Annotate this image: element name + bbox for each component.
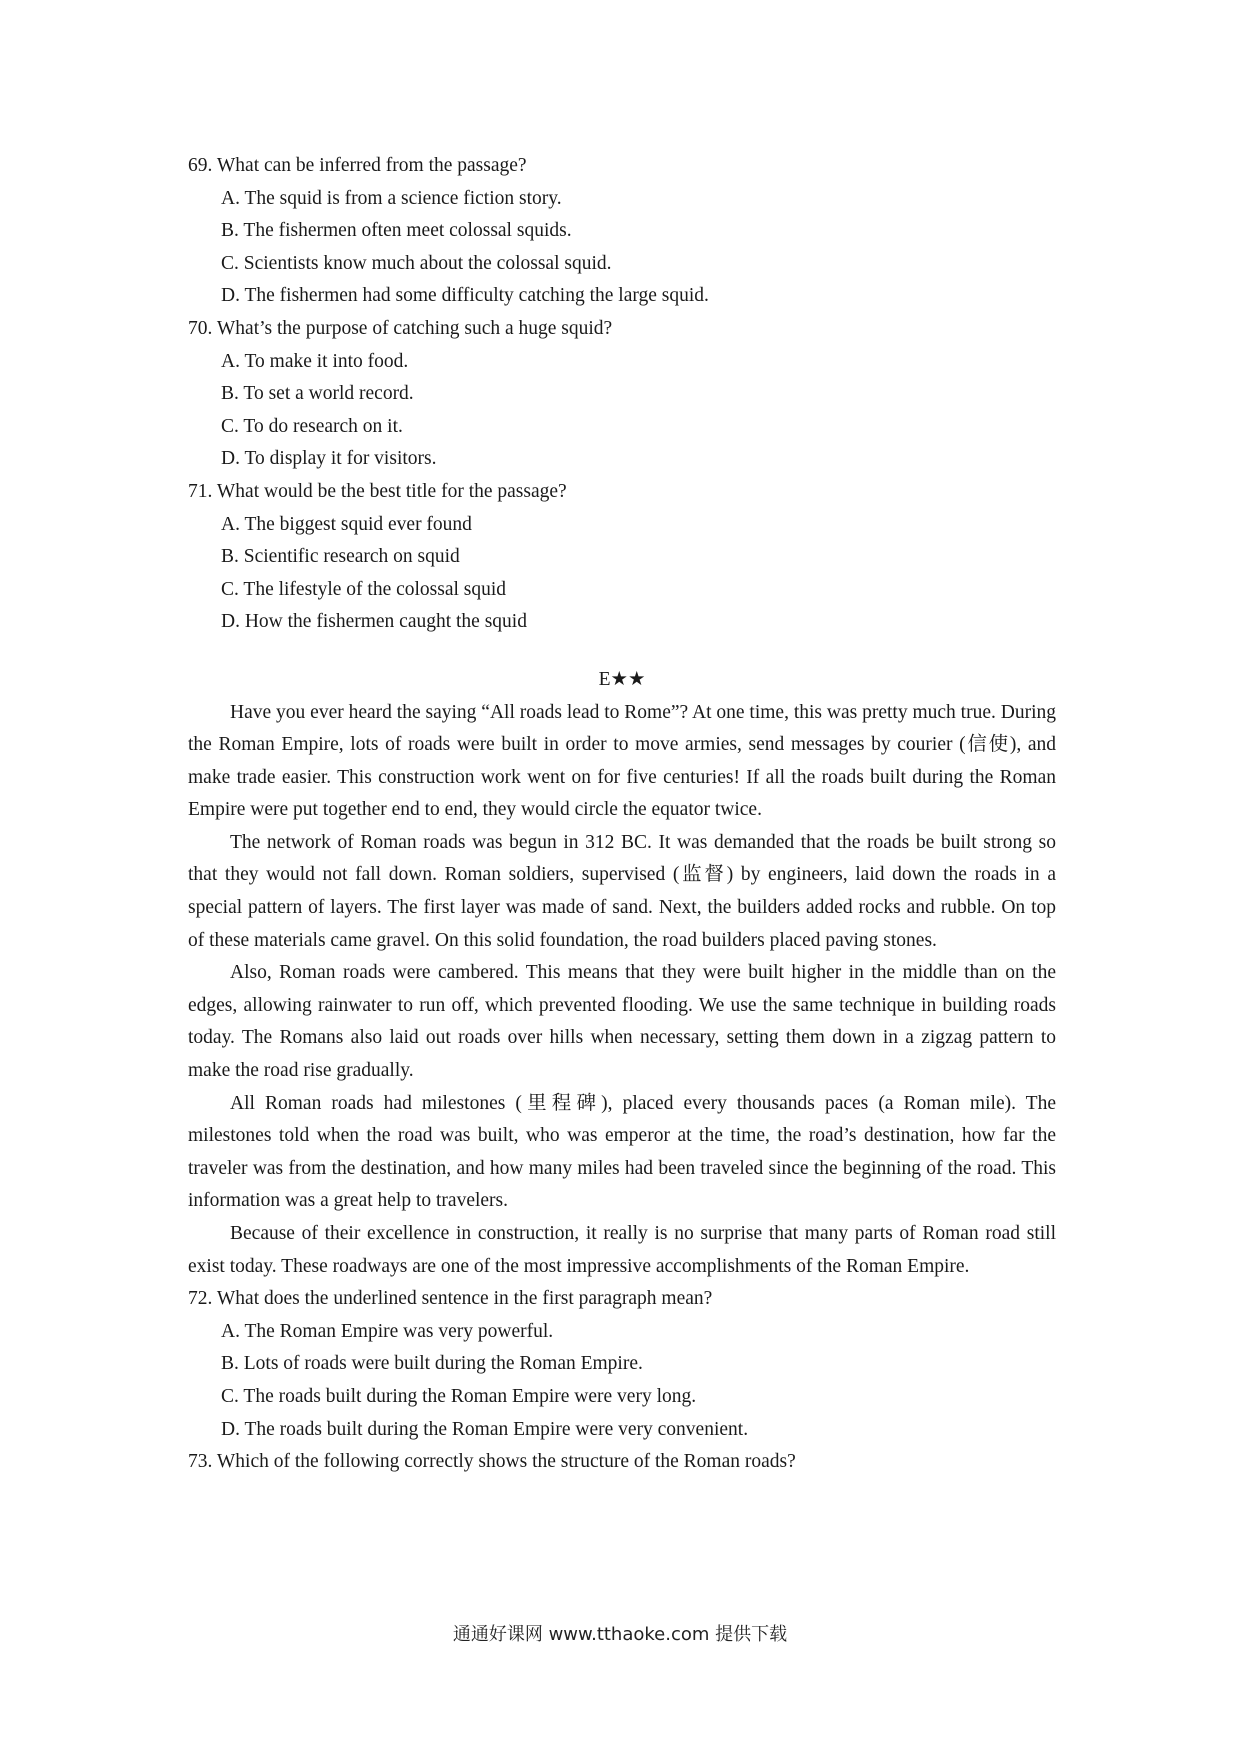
answer-option: B. The fishermen often meet colossal squids. <box>221 220 572 242</box>
passage-paragraph: The network of Roman roads was begun in 312 BC. It was demanded that the roads be built strong so that they would not fall down. Roman soldiers, supervised (监督) by engineers, laid down the roads in a special pattern of layers. The first layer was made of sand. Next, the builders added rocks and rubble. On top of these materials came gravel. On this solid foundation, the road builders placed paving stones. <box>188 831 1056 951</box>
question-stem: 71. What would be the best title for the passage? <box>188 480 567 502</box>
answer-option: D. How the fishermen caught the squid <box>221 611 527 633</box>
page-footer: 通通好课网 www.tthaoke.com 提供下载 <box>452 1624 788 1645</box>
question-stem: 73. Which of the following correctly shows the structure of the Roman roads? <box>188 1451 796 1473</box>
passage-paragraph: Because of their excellence in construction, it really is no surprise that many parts of Roman road still exist today. These roadways are one of the most impressive accomplishments of the Roman Empire. <box>188 1223 1056 1277</box>
answer-option: D. To display it for visitors. <box>221 448 437 470</box>
passage-paragraph: All Roman roads had milestones (里程碑), placed every thousands paces (a Roman mile). The milestones told when the road was built, who was emperor at the time, the road’s destination, how far the traveler was from the destination, and how many miles had been traveled since the beginning of the road. This information was a great help to travelers. <box>188 1092 1056 1212</box>
answer-option: B. Lots of roads were built during the Roman Empire. <box>221 1353 643 1375</box>
answer-option: C. To do research on it. <box>221 415 403 437</box>
answer-option: C. Scientists know much about the colossal squid. <box>221 252 612 274</box>
answer-option: A. The Roman Empire was very powerful. <box>221 1320 554 1342</box>
answer-option: B. Scientific research on squid <box>221 546 460 568</box>
section-title: E★★ <box>598 668 646 690</box>
answer-option: A. The biggest squid ever found <box>221 513 472 535</box>
answer-option: C. The roads built during the Roman Empire were very long. <box>221 1385 697 1407</box>
question-stem: 72. What does the underlined sentence in the first paragraph mean? <box>188 1288 713 1310</box>
question-stem: 70. What’s the purpose of catching such a huge squid? <box>188 317 613 339</box>
answer-option: A. To make it into food. <box>221 350 409 372</box>
answer-option: D. The fishermen had some difficulty catching the large squid. <box>221 285 709 307</box>
answer-option: A. The squid is from a science fiction story. <box>221 187 562 209</box>
passage-paragraph: Have you ever heard the saying “All roads lead to Rome”? At one time, this was pretty much true. During the Roman Empire, lots of roads were built in order to move armies, send messages by courier (信使), and make trade easier. This construction work went on for five centuries! If all the roads built during the Roman Empire were put together end to end, they would circle the equator twice. <box>188 701 1056 821</box>
document-page <box>188 150 1056 1479</box>
passage-paragraph: Also, Roman roads were cambered. This means that they were built higher in the middle than on the edges, allowing rainwater to run off, which prevented flooding. We use the same technique in building roads today. The Romans also laid out roads over hills when necessary, setting them down in a zigzag pattern to make the road rise gradually. <box>188 962 1056 1082</box>
answer-option: B. To set a world record. <box>221 383 414 405</box>
answer-option: C. The lifestyle of the colossal squid <box>221 578 507 600</box>
answer-option: D. The roads built during the Roman Empire were very convenient. <box>221 1418 749 1440</box>
question-stem: 69. What can be inferred from the passage? <box>188 155 527 176</box>
